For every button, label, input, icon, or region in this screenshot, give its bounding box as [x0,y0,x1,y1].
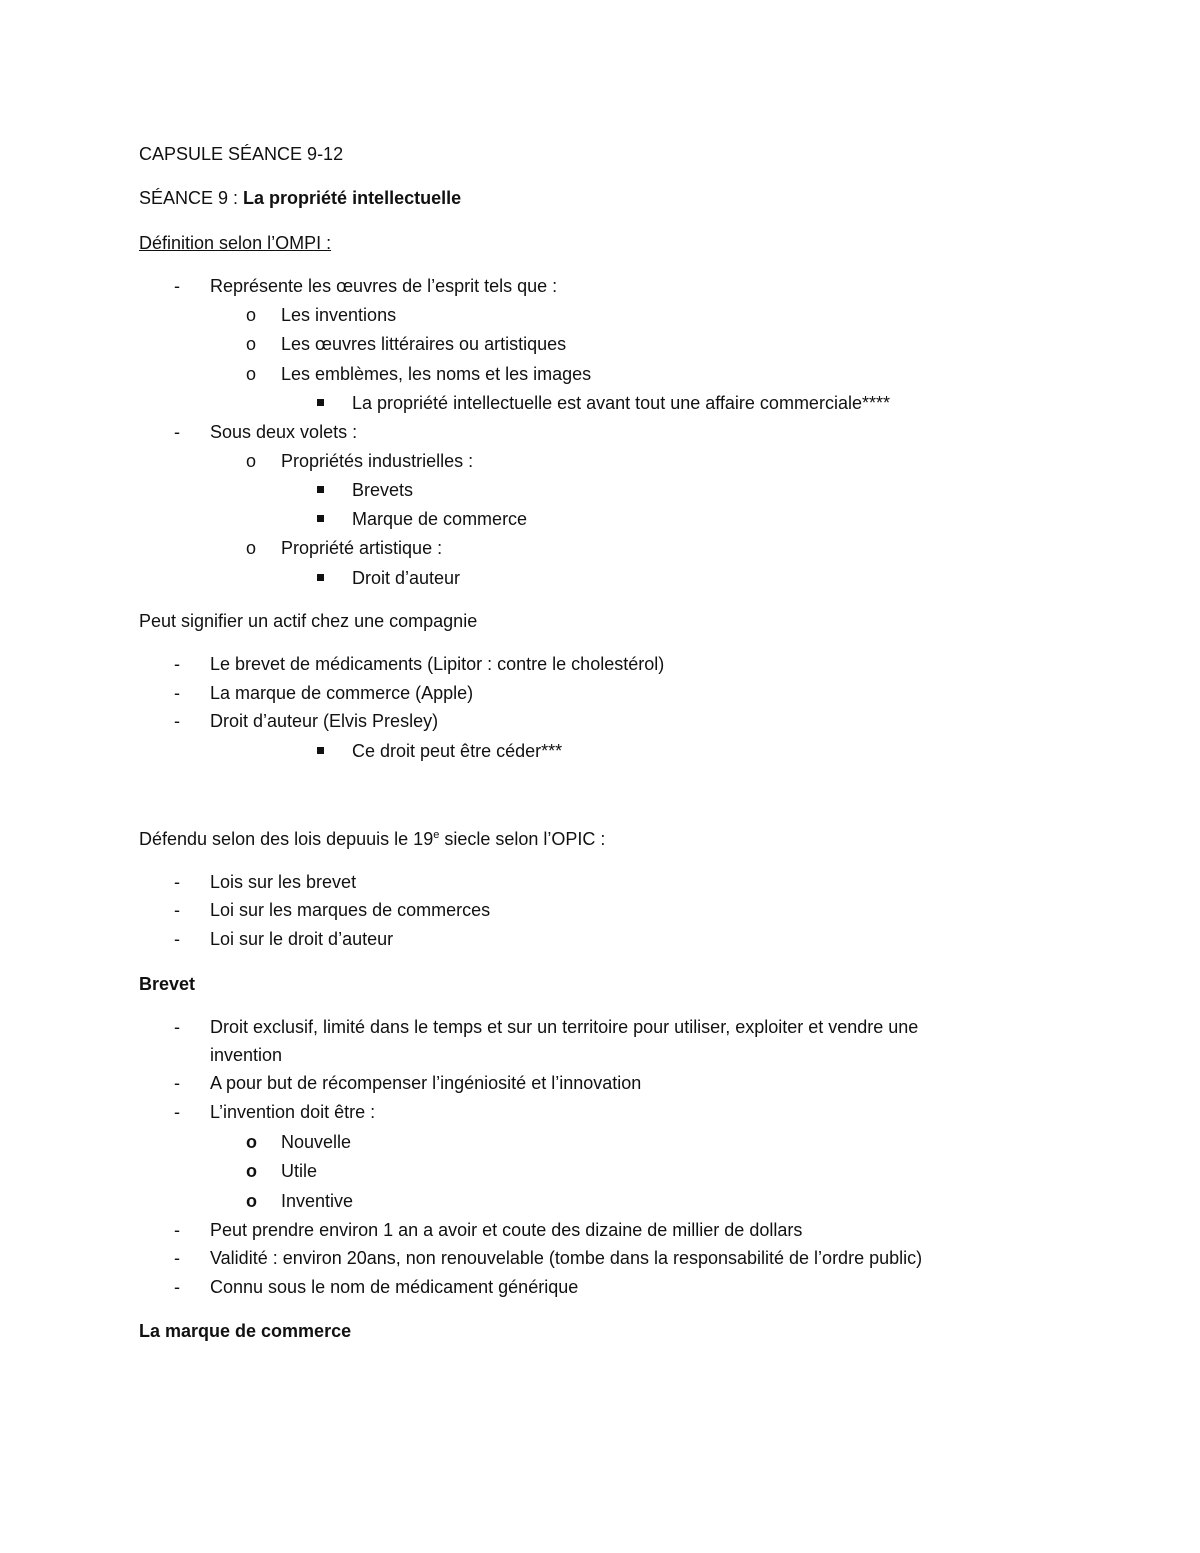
defendu-heading [139,827,605,851]
dash-bullet: - [174,654,180,674]
square-bullet-icon [317,486,324,493]
superscript: e [433,829,440,841]
list-item: Les œuvres littéraires ou artistiques [281,334,567,354]
dash-bullet: - [174,1073,180,1093]
square-bullet-icon [317,399,324,406]
circle-bullet: o [246,538,257,558]
dash-bullet: - [174,1277,180,1297]
list-item: Droit d’auteur (Elvis Presley) [210,711,439,731]
circle-bullet: o [246,1191,257,1211]
list-item: L’invention doit être : [210,1102,376,1122]
list-item: Utile [281,1161,318,1181]
brevet-heading: Brevet [139,974,196,994]
list-item: Validité : environ 20ans, non renouvelable (tombe dans la responsabilité de l’ordre public) [210,1248,923,1268]
dash-bullet: - [174,422,180,442]
list-item: Droit exclusif, limité dans le temps et sur un territoire pour utiliser, exploiter et vendre une [210,1017,919,1037]
dash-bullet: - [174,1102,180,1122]
actif-heading: Peut signifier un actif chez une compagnie [139,611,478,631]
dash-bullet: - [174,276,180,296]
circle-bullet: o [246,1161,257,1181]
list-item: Les inventions [281,305,397,325]
list-item: Propriétés industrielles : [281,451,474,471]
list-item: Loi sur les marques de commerces [210,900,491,920]
document-title: CAPSULE SÉANCE 9-12 [139,144,344,164]
seance-topic: La propriété intellectuelle [243,188,462,208]
defendu-text-end: siecle selon l’OPIC : [439,829,606,849]
list-item: Propriété artistique : [281,538,443,558]
square-bullet-icon [317,515,324,522]
list-item-continuation: invention [210,1045,283,1065]
dash-bullet: - [174,1017,180,1037]
list-item: Droit d’auteur [352,568,461,588]
list-item: Connu sous le nom de médicament générique [210,1277,579,1297]
square-bullet-icon [317,574,324,581]
dash-bullet: - [174,683,180,703]
circle-bullet: o [246,451,257,471]
list-item: La propriété intellectuelle est avant tout une affaire commerciale**** [352,393,890,413]
list-item: Le brevet de médicaments (Lipitor : contre le cholestérol) [210,654,665,674]
list-item: A pour but de récompenser l’ingéniosité et l’innovation [210,1073,642,1093]
circle-bullet: o [246,1132,257,1152]
marque-heading: La marque de commerce [139,1321,352,1341]
list-item: Représente les œuvres de l’esprit tels que : [210,276,558,296]
list-item: Les emblèmes, les noms et les images [281,364,592,384]
list-item: Ce droit peut être céder*** [352,741,563,761]
list-item: Loi sur le droit d’auteur [210,929,394,949]
circle-bullet: o [246,364,257,384]
dash-bullet: - [174,900,180,920]
dash-bullet: - [174,711,180,731]
list-item: Lois sur les brevet [210,872,357,892]
circle-bullet: o [246,334,257,354]
square-bullet-icon [317,747,324,754]
definition-heading: Définition selon l’OMPI : [139,233,332,253]
seance-heading [139,186,461,210]
dash-bullet: - [174,929,180,949]
list-item: Marque de commerce [352,509,528,529]
list-item: Sous deux volets : [210,422,358,442]
defendu-text: Défendu selon des lois depuuis le 19 [139,829,434,849]
circle-bullet: o [246,305,257,325]
list-item: Brevets [352,480,414,500]
list-item: Nouvelle [281,1132,352,1152]
list-item: Peut prendre environ 1 an a avoir et coute des dizaine de millier de dollars [210,1220,803,1240]
list-item: La marque de commerce (Apple) [210,683,474,703]
dash-bullet: - [174,1220,180,1240]
dash-bullet: - [174,1248,180,1268]
dash-bullet: - [174,872,180,892]
list-item: Inventive [281,1191,354,1211]
seance-prefix: SÉANCE 9 : [139,188,244,208]
